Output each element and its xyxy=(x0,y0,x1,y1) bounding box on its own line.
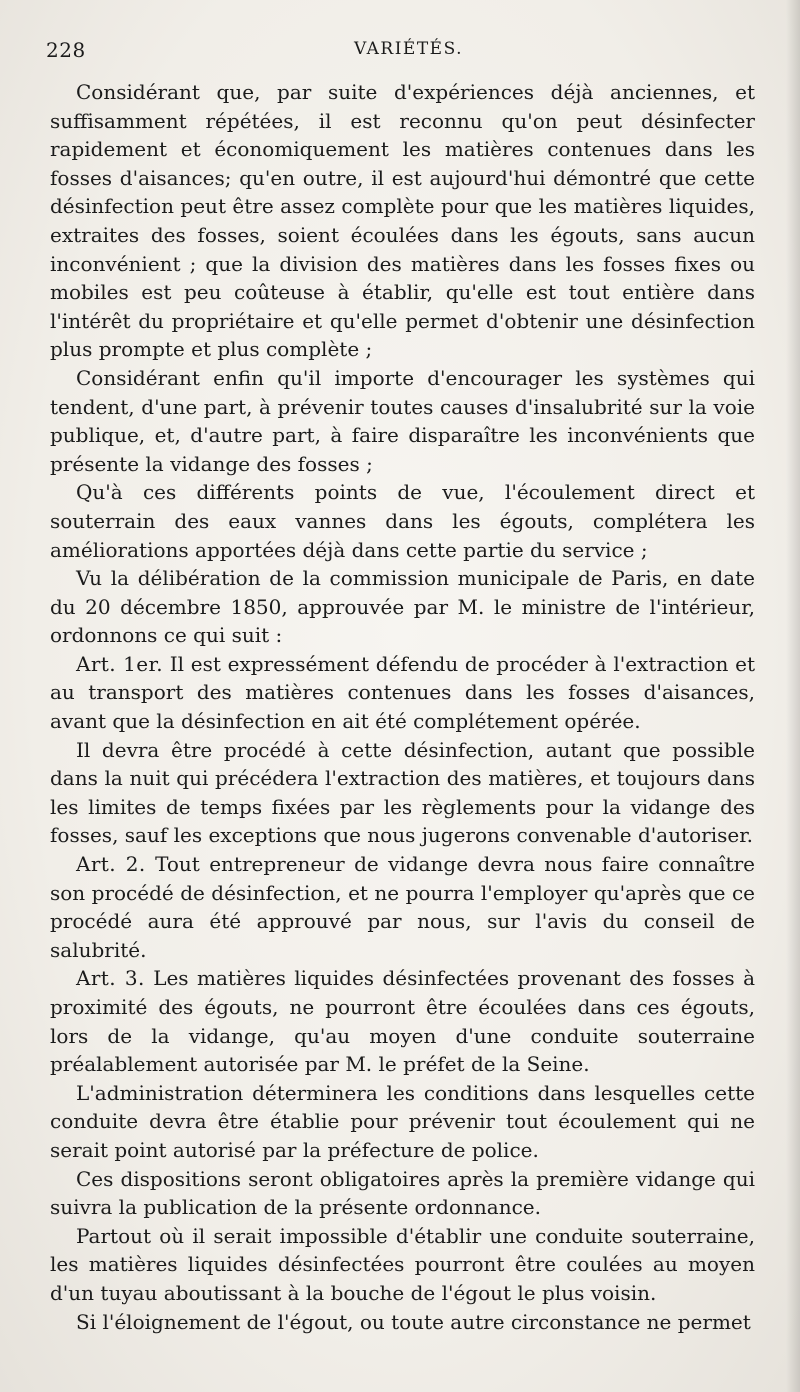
running-title: VARIÉTÉS. xyxy=(354,39,464,59)
paragraph-points-of-view: Qu'à ces différents points de vue, l'écoulement direct et souterrain des eaux vannes dans les égouts, complétera les améliorations apportées déjà dans cette partie du service ; xyxy=(50,480,755,562)
paragraph-partout: Partout où il serait impossible d'établir une conduite souterraine, les matières liquides désinfectées pourront être coulées au moyen d'un tuyau aboutissant à la bouche de l'égout le plus voisin. xyxy=(50,1223,755,1305)
article-1 xyxy=(50,650,755,736)
article-2 xyxy=(50,850,755,964)
page-edge-shadow xyxy=(786,0,800,1392)
article-1-text: Il est expressément défendu de procéder à l'extraction et au transport des matières contenues dans les fosses d'aisances, avant que la désinfection en ait été complétement opérée. xyxy=(50,651,756,734)
article-3-text: Les matières liquides désinfectées provenant des fosses à proximité des égouts, ne pourront être écoulées dans ces égouts, lors de la vidange, qu'au moyen d'une conduite souterraine préalablement autorisée par M. le préfet de la Seine. xyxy=(50,966,756,1077)
article-2-label: Art. 2. xyxy=(76,852,146,877)
paragraph-deliberation: Vu la délibération de la commission municipale de Paris, en date du 20 décembre 1850, approuvée par M. le ministre de l'intérieur, ordonnons ce qui suit : xyxy=(50,566,755,648)
paragraph-eloignement: Si l'éloignement de l'égout, ou toute autre circonstance ne permet xyxy=(76,1309,751,1334)
body-text xyxy=(50,78,755,1336)
paragraph-administration: L'administration déterminera les conditions dans lesquelles cette conduite devra être établie pour prévenir tout écoulement qui ne serait point autorisé par la préfecture de police. xyxy=(50,1080,755,1162)
article-3-label: Art. 3. xyxy=(76,966,145,991)
article-1-label: Art. 1er. xyxy=(76,651,164,676)
paragraph-considering-systems: Considérant enfin qu'il importe d'encourager les systèmes qui tendent, d'une part, à prévenir toutes causes d'insalubrité sur la voie publique, et, d'autre part, à faire disparaître les inconvénients que présente la vidange des fosses ; xyxy=(50,365,755,476)
paragraph-dispositions: Ces dispositions seront obligatoires après la première vidange qui suivra la publication de la présente ordonnance. xyxy=(50,1166,755,1220)
page-number: 228 xyxy=(46,38,86,62)
article-2-text: Tout entrepreneur de vidange devra nous faire connaître son procédé de désinfection, et ne pourra l'employer qu'après que ce procédé aura été approuvé par nous, sur l'avis du conseil de salubrité. xyxy=(50,852,755,962)
paragraph-considering-disinfection: Considérant que, par suite d'expériences déjà anciennes, et suffisamment répétées, il est reconnu qu'on peut désinfecter rapidement et économiquement les matières contenues dans les fosses d'aisances; qu'en outre, il est aujourd'hui démontré que cette désinfection peut être assez complète pour que les matières liquides, extraites des fosses, soient écoulées dans les égouts, sans aucun inconvénient ; que la division des matières dans les fosses fixes ou mobiles est peu coûteuse à établir, qu'elle est tout entière dans l'intérêt du propriétaire et qu'elle permet d'obtenir une désinfection plus prompte et plus complète ; xyxy=(50,80,755,362)
article-3 xyxy=(50,964,755,1078)
page-header xyxy=(46,38,766,68)
article-1-continuation: Il devra être procédé à cette désinfection, autant que possible dans la nuit qui précédera l'extraction des matières, et toujours dans les limites de temps fixées par les règlements pour la vidange des fosses, sauf les exceptions que nous jugerons convenable d'autoriser. xyxy=(50,737,755,848)
